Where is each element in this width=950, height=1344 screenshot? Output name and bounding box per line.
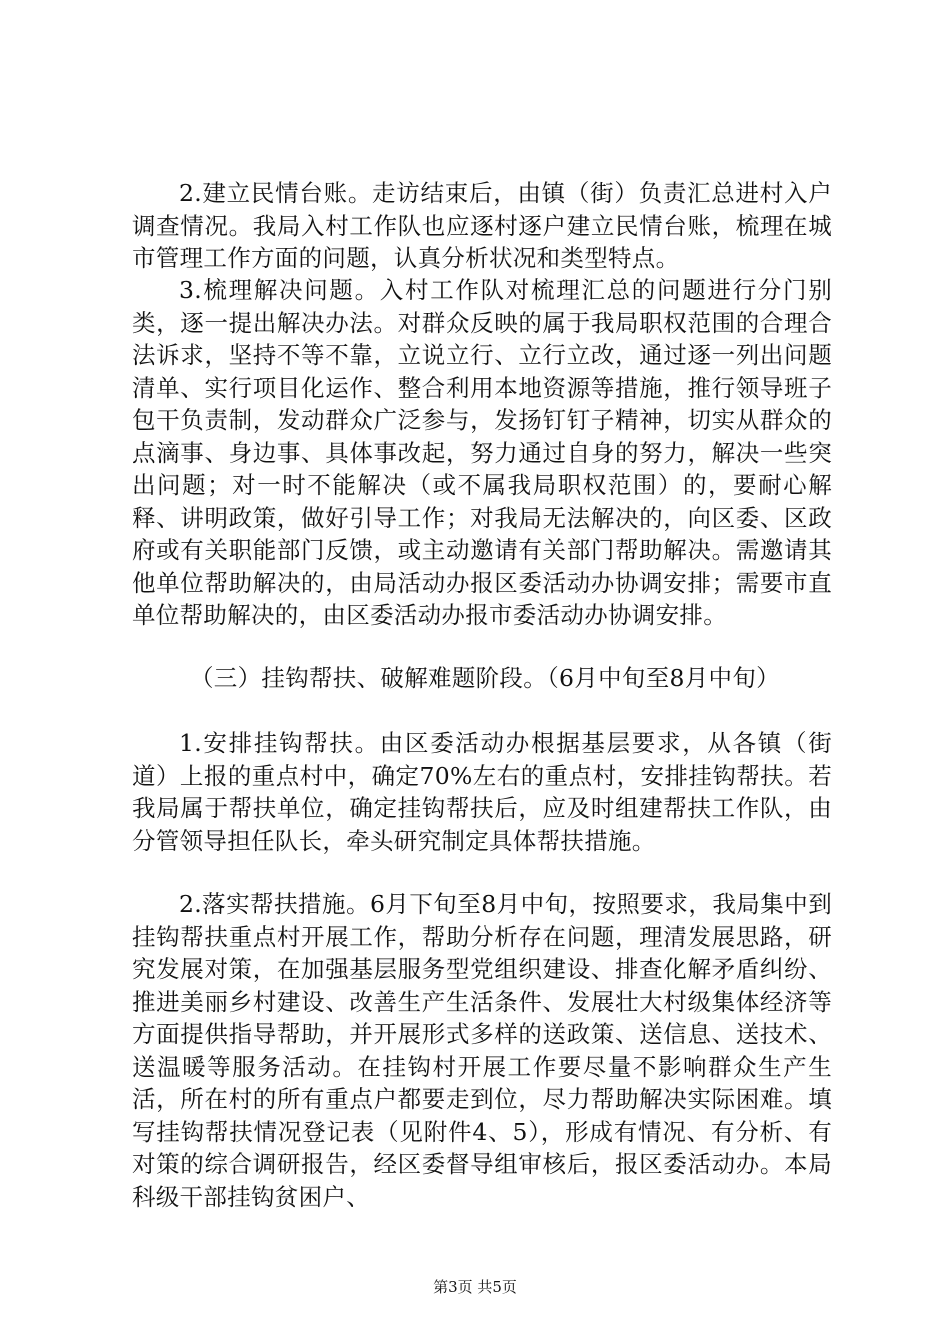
paragraph-arrange-assistance: 1.安排挂钩帮扶。由区委活动办根据基层要求，从各镇（街道）上报的重点村中，确定70%左右的重点村，安排挂钩帮扶。若我局属于帮扶单位，确定挂钩帮扶后，应及时组建帮扶工作队，由分管领导担任队长，牵头研究制定具体帮扶措施。 [132, 729, 832, 855]
paragraph-implement-measures: 2.落实帮扶措施。6月下旬至8月中旬，按照要求，我局集中到挂钩帮扶重点村开展工作，帮助分析存在问题，理清发展思路，研究发展对策，在加强基层服务型党组织建设、排查化解矛盾纠纷、推进美丽乡村建设、改善生产生活条件、发展壮大村级集体经济等方面提供指导帮助，并开展形式多样的送政策、送信息、送技术、送温暖等服务活动。在挂钩村开展工作要尽量不影响群众生产生活，所在村的所有重点户都要走到位，尽力帮助解决实际困难。填写挂钩帮扶情况登记表（见附件4、5），形成有情况、有分析、有对策的综合调研报告，经区委督导组审核后，报区委活动办。本局科级干部挂钩贫困户、 [132, 890, 832, 1211]
page-footer: 第3页 共5页 [433, 1278, 517, 1296]
section-heading-stage-three: （三）挂钩帮扶、破解难题阶段。（6月中旬至8月中旬） [190, 664, 780, 692]
paragraph-sort-solve-problems: 3.梳理解决问题。入村工作队对梳理汇总的问题进行分门别类，逐一提出解决办法。对群众反映的属于我局职权范围的合理合法诉求，坚持不等不靠，立说立行、立行立改，通过逐一列出问题清单、实行项目化运作、整合利用本地资源等措施，推行领导班子包干负责制，发动群众广泛参与，发扬钉钉子精神，切实从群众的点滴事、身边事、具体事改起，努力通过自身的努力，解决一些突出问题；对一时不能解决（或不属我局职权范围）的，要耐心解释、讲明政策，做好引导工作；对我局无法解决的，向区委、区政府或有关职能部门反馈，或主动邀请有关部门帮助解决。需邀请其他单位帮助解决的，由局活动办报区委活动办协调安排；需要市直单位帮助解决的，由区委活动办报市委活动办协调安排。 [132, 276, 832, 629]
paragraph-establish-ledger: 2.建立民情台账。走访结束后，由镇（街）负责汇总进村入户调查情况。我局入村工作队也应逐村逐户建立民情台账，梳理在城市管理工作方面的问题，认真分析状况和类型特点。 [132, 179, 832, 272]
